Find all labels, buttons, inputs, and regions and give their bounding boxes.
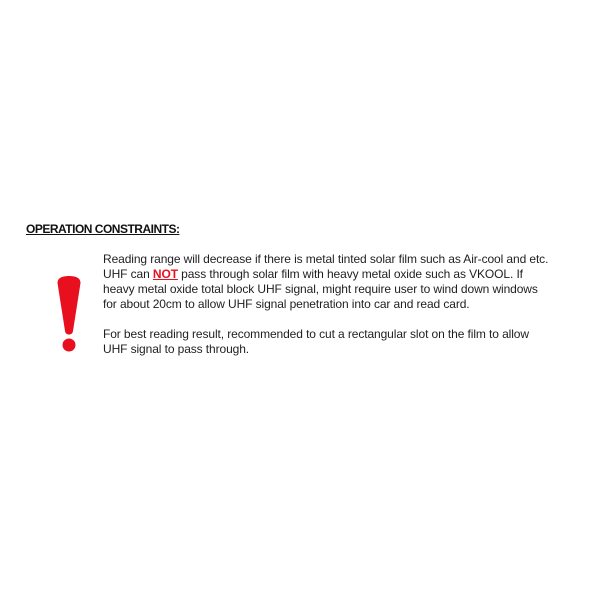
paragraph-1-before: Reading range will decrease if there is metal tinted solar film such as Air-cool and etc. UHF can [103, 252, 549, 281]
constraints-text [103, 252, 553, 357]
section-heading: OPERATION CONSTRAINTS: [26, 222, 180, 236]
constraint-paragraph-1 [103, 252, 553, 312]
emphasis-not: NOT [152, 267, 178, 281]
paragraph-1-after: pass through solar film with heavy metal oxide such as VKOOL. If heavy metal oxide total block UHF signal, might require user to wind down windows for about 20cm to allow UHF signal penetration into car and read card. [103, 267, 538, 311]
constraint-paragraph-2: For best reading result, recommended to cut a rectangular slot on the film to allow UHF signal to pass through. [103, 327, 529, 356]
exclamation-icon [56, 276, 82, 352]
